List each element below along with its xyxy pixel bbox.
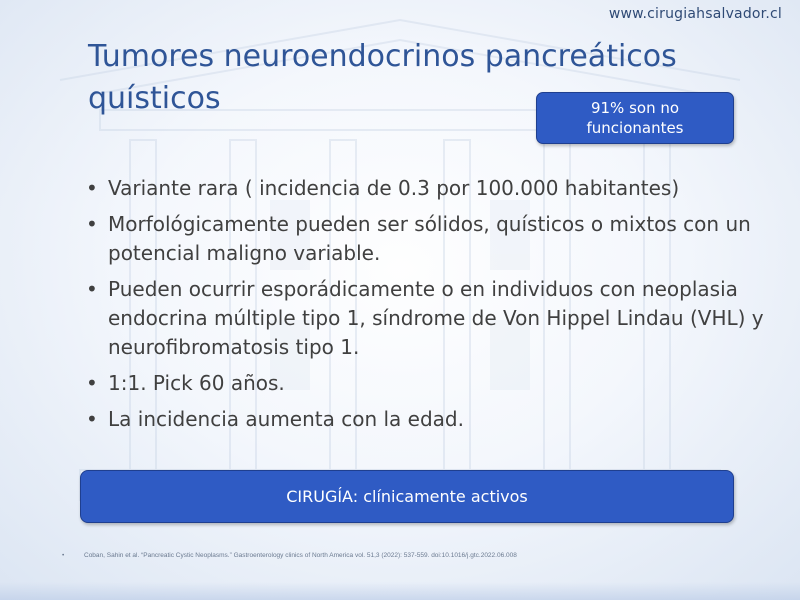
bullet-marker: •	[86, 371, 98, 395]
bullet-marker: •	[86, 277, 98, 301]
callout-line-1: 91% son no	[590, 99, 680, 117]
bullet-text: 1:1. Pick 60 años.	[108, 371, 285, 395]
reference-citation	[62, 552, 762, 559]
reference-marker: •	[62, 552, 65, 559]
bullet-marker: •	[86, 407, 98, 431]
slide-title: Tumores neuroendocrinos pancreáticos quísticos	[88, 39, 677, 116]
bullet-text: Pueden ocurrir esporádicamente o en individuos con neoplasia endocrina múltiple tipo 1, síndrome de Von Hippel Lindau (VHL) y neurofibromatosis tipo 1.	[108, 277, 764, 359]
bullet-list	[86, 174, 766, 441]
bullet-marker: •	[86, 212, 98, 236]
bullet-item	[86, 405, 766, 434]
bullet-item	[86, 369, 766, 398]
bullet-item	[86, 275, 766, 362]
site-url: www.cirugiahsalvador.cl	[608, 6, 782, 22]
reference-text: Coban, Sahin et al. “Pancreatic Cystic Neoplasms.” Gastroenterology clinics of North America vol. 51,3 (2022): 537-559. doi:10.1016/j.gtc.2022.06.008	[84, 552, 517, 559]
bullet-text: Variante rara ( incidencia de 0.3 por 100.000 habitantes)	[108, 176, 680, 200]
bullet-item	[86, 174, 766, 203]
bullet-text: Morfológicamente pueden ser sólidos, quísticos o mixtos con un potencial maligno variable.	[108, 212, 751, 265]
callout-functioning-rate	[536, 92, 734, 144]
callout-surgery: CIRUGÍA: clínicamente activos	[80, 470, 734, 523]
bullet-marker: •	[86, 176, 98, 200]
bottom-decorative-band	[0, 582, 800, 600]
callout-line-2: funcionantes	[586, 119, 684, 137]
bullet-text: La incidencia aumenta con la edad.	[108, 407, 464, 431]
bullet-item	[86, 210, 766, 268]
